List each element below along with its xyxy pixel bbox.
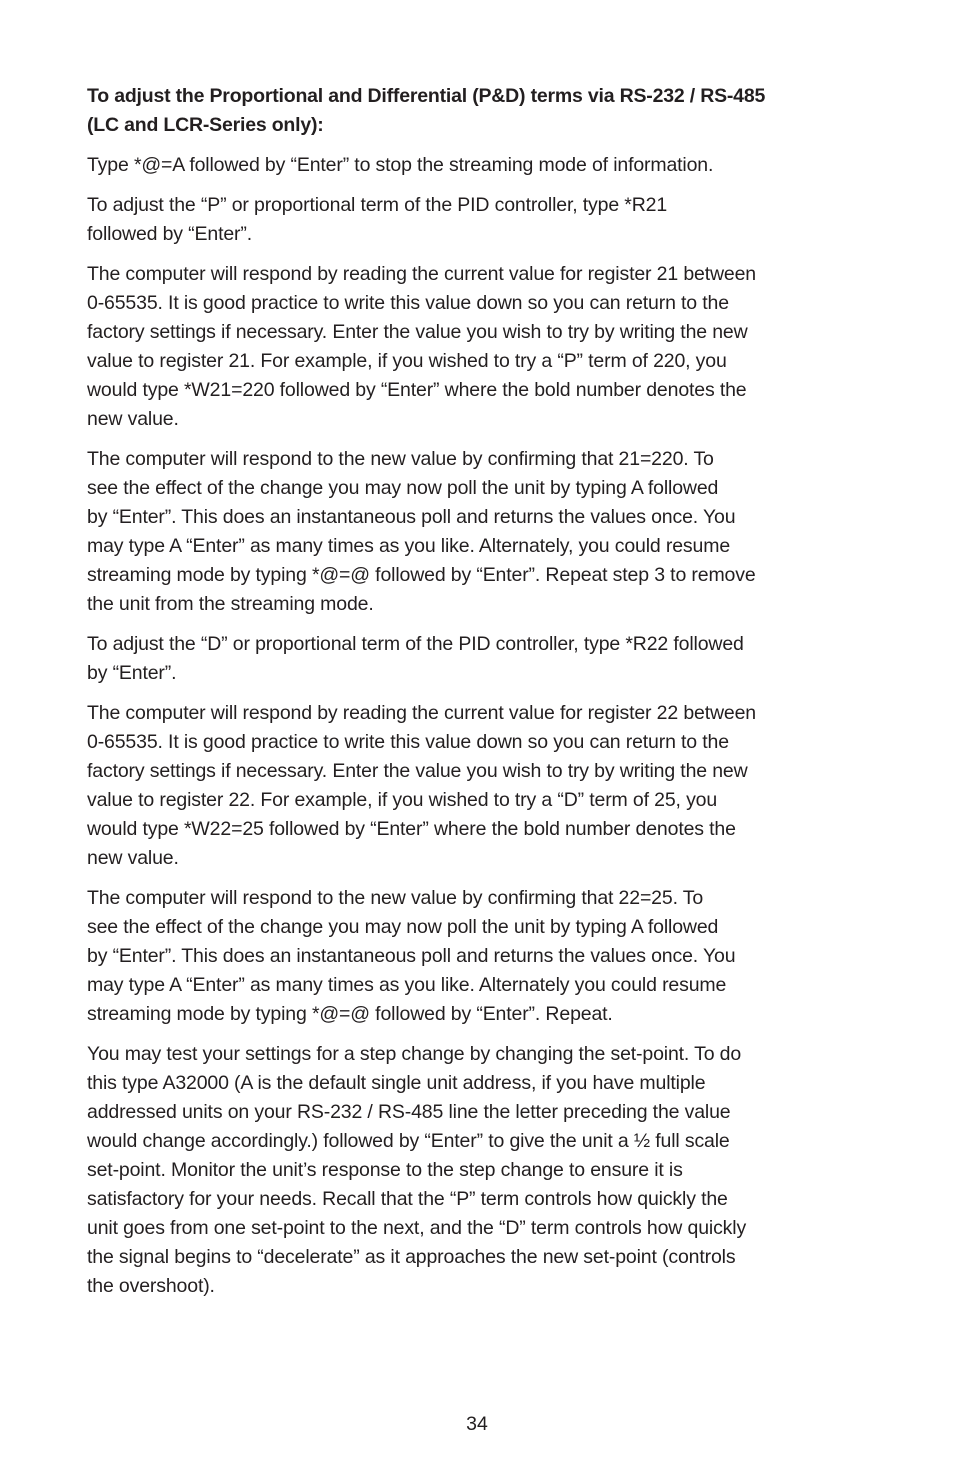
paragraph-step-change (87, 1040, 877, 1301)
paragraph-line: new value. (87, 847, 179, 869)
paragraph-line: see the effect of the change you may now poll the unit by typing A followed (87, 916, 719, 938)
paragraph-line: would type *W21=220 followed by “Enter” where the bold number denotes the (87, 379, 747, 401)
paragraph-line: The computer will respond to the new value by confirming that 22=25. To (87, 887, 704, 909)
heading-line: (LC and LCR-Series only): (87, 114, 324, 136)
paragraph-line: You may test your settings for a step change by changing the set-point. To do (87, 1043, 742, 1065)
paragraph-line: 0-65535. It is good practice to write this value down so you can return to the (87, 731, 729, 753)
paragraph-line: value to register 21. For example, if you wished to try a “P” term of 220, you (87, 350, 727, 372)
heading-line: To adjust the Proportional and Differential (P&D) terms via RS-232 / RS-485 (87, 85, 766, 107)
page-content (87, 82, 877, 1312)
paragraph-line: may type A “Enter” as many times as you like. Alternately you could resume (87, 974, 727, 996)
paragraph-adjust-d (87, 630, 877, 688)
paragraph-line: streaming mode by typing *@=@ followed by “Enter”. Repeat. (87, 1003, 613, 1025)
paragraph-line: To adjust the “P” or proportional term of the PID controller, type *R21 (87, 194, 668, 216)
paragraph-line: streaming mode by typing *@=@ followed by “Enter”. Repeat step 3 to remove (87, 564, 756, 586)
paragraph-line: would type *W22=25 followed by “Enter” where the bold number denotes the (87, 818, 736, 840)
paragraph-line: the unit from the streaming mode. (87, 593, 374, 615)
paragraph-line: by “Enter”. (87, 662, 177, 684)
paragraph-line: factory settings if necessary. Enter the value you wish to try by writing the new (87, 321, 748, 343)
paragraph-line: addressed units on your RS-232 / RS-485 line the letter preceding the value (87, 1101, 731, 1123)
paragraph-line: 0-65535. It is good practice to write this value down so you can return to the (87, 292, 729, 314)
paragraph-stop-streaming (87, 151, 877, 180)
page-number: 34 (466, 1413, 488, 1435)
paragraph-line: set-point. Monitor the unit’s response to the step change to ensure it is (87, 1159, 683, 1181)
paragraph-line: this type A32000 (A is the default single unit address, if you have multiple (87, 1072, 706, 1094)
paragraph-line: The computer will respond by reading the current value for register 21 between (87, 263, 757, 285)
paragraph-line: by “Enter”. This does an instantaneous poll and returns the values once. You (87, 506, 736, 528)
paragraph-line: The computer will respond to the new value by confirming that 21=220. To (87, 448, 714, 470)
paragraph-line: To adjust the “D” or proportional term of the PID controller, type *R22 followed (87, 633, 744, 655)
paragraph-line: see the effect of the change you may now poll the unit by typing A followed (87, 477, 719, 499)
paragraph-line: Type *@=A followed by “Enter” to stop the streaming mode of information. (87, 154, 714, 176)
paragraph-line: value to register 22. For example, if you wished to try a “D” term of 25, you (87, 789, 718, 811)
paragraph-adjust-p (87, 191, 877, 249)
paragraph-register-21 (87, 260, 877, 434)
paragraph-line: satisfactory for your needs. Recall that the “P” term controls how quickly the (87, 1188, 728, 1210)
paragraph-line: The computer will respond by reading the current value for register 22 between (87, 702, 757, 724)
paragraph-line: new value. (87, 408, 179, 430)
paragraph-line: may type A “Enter” as many times as you like. Alternately, you could resume (87, 535, 731, 557)
paragraph-line: unit goes from one set-point to the next, and the “D” term controls how quickly (87, 1217, 747, 1239)
paragraph-confirm-22 (87, 884, 877, 1029)
paragraph-line: the overshoot). (87, 1275, 215, 1297)
paragraph-line: factory settings if necessary. Enter the value you wish to try by writing the new (87, 760, 748, 782)
paragraph-line: the signal begins to “decelerate” as it approaches the new set-point (controls (87, 1246, 736, 1268)
paragraph-line: would change accordingly.) followed by “Enter” to give the unit a ½ full scale (87, 1130, 730, 1152)
paragraph-line: by “Enter”. This does an instantaneous poll and returns the values once. You (87, 945, 736, 967)
paragraph-line: followed by “Enter”. (87, 223, 252, 245)
paragraph-confirm-21 (87, 445, 877, 619)
paragraph-register-22 (87, 699, 877, 873)
section-heading (87, 82, 877, 140)
